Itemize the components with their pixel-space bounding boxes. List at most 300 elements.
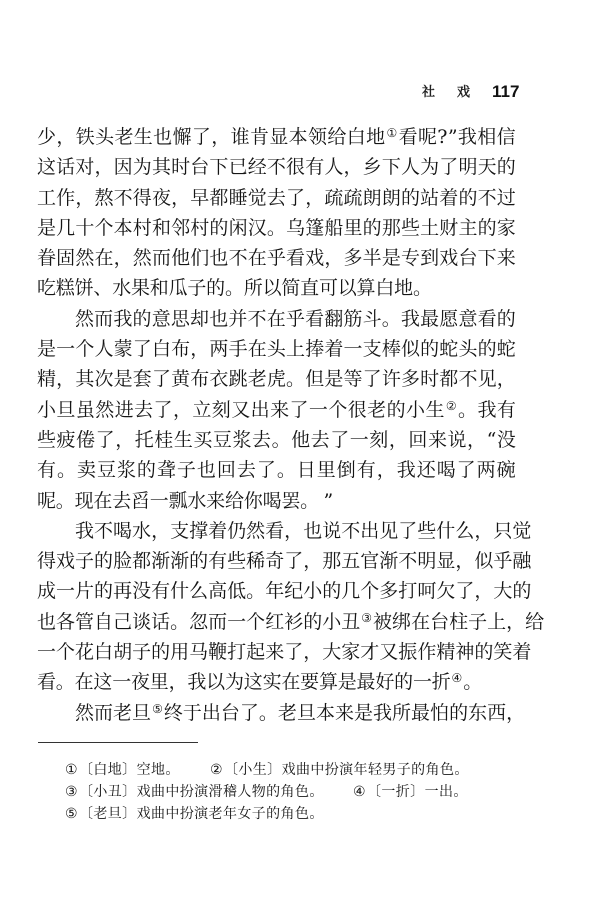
glyph: 回	[216, 459, 236, 482]
glyph: 头	[95, 126, 115, 148]
footnote-divider	[38, 742, 198, 743]
glyph: 时	[171, 156, 191, 179]
text-line	[37, 516, 532, 546]
glyph: 所	[243, 277, 263, 300]
glyph: 觉	[247, 186, 267, 209]
glyph: 进	[114, 398, 134, 421]
footnote-ref: ③	[361, 610, 373, 625]
glyph: 最	[420, 307, 440, 330]
glyph: 果	[130, 277, 150, 300]
glyph: 柱	[449, 610, 469, 633]
glyph: 好	[375, 671, 395, 694]
glyph: 又	[379, 641, 399, 664]
glyph: 那	[381, 216, 401, 239]
glyph: ，	[474, 580, 494, 603]
glyph: 倒	[336, 459, 356, 482]
glyph: 台	[430, 610, 450, 633]
glyph: 。	[458, 398, 478, 421]
glyph: 于	[182, 701, 202, 724]
glyph: 棒	[381, 338, 401, 361]
glyph: 然	[75, 701, 95, 724]
glyph: 。	[300, 489, 320, 512]
glyph: 许	[381, 368, 401, 391]
glyph: 虽	[75, 398, 95, 421]
glyph: 各	[56, 610, 76, 633]
glyph: 有	[356, 459, 376, 482]
text-line	[37, 486, 516, 516]
glyph: 低	[227, 580, 247, 603]
glyph: 水	[187, 489, 207, 512]
glyph: 水	[112, 277, 132, 300]
glyph: 现	[74, 489, 94, 512]
glyph: 些	[400, 216, 420, 239]
glyph: ，	[75, 186, 95, 209]
glyph: 蛇	[439, 338, 459, 361]
glyph: 人	[324, 156, 344, 179]
glyph: 饼	[74, 277, 94, 300]
footnote-term: 〔小丑〕	[78, 784, 137, 800]
glyph: 才	[360, 641, 380, 664]
glyph: 要	[300, 671, 320, 694]
glyph: 己	[113, 610, 133, 633]
glyph: 的	[449, 701, 469, 724]
glyph: 什	[170, 580, 190, 603]
glyph: 虎	[266, 368, 286, 391]
glyph: 都	[132, 550, 152, 573]
glyph: 跳	[228, 368, 248, 391]
glyph: ，	[56, 368, 76, 391]
glyph: 早	[190, 186, 210, 209]
text-line	[37, 122, 516, 152]
glyph: 得	[132, 186, 152, 209]
glyph: 的	[136, 459, 156, 482]
glyph: 邻	[171, 216, 191, 239]
footnote-mark: ①	[65, 762, 78, 778]
glyph: 上	[286, 338, 306, 361]
glyph: 。	[55, 489, 75, 512]
glyph: 的	[132, 307, 152, 330]
glyph: 的	[474, 641, 494, 664]
glyph: 的	[420, 338, 440, 361]
glyph: 一	[56, 338, 76, 361]
glyph: 一	[56, 580, 76, 603]
glyph: 了	[132, 338, 152, 361]
glyph: 给	[525, 610, 545, 633]
glyph: 白	[94, 641, 114, 664]
glyph: 老	[114, 126, 134, 148]
glyph: 手	[228, 338, 248, 361]
glyph: 而	[94, 701, 114, 724]
glyph: 精	[436, 641, 456, 664]
glyph: 西	[487, 701, 507, 724]
glyph: 土	[420, 216, 440, 239]
glyph: 生	[173, 428, 193, 451]
glyph: 了	[239, 701, 259, 724]
glyph: 人	[400, 156, 420, 179]
glyph: 的	[303, 610, 323, 633]
glyph: 也	[303, 519, 323, 542]
text-line	[37, 607, 545, 637]
glyph: 是	[381, 247, 401, 270]
glyph: 脸	[113, 550, 133, 573]
glyph: 在	[411, 610, 431, 633]
glyph: 振	[398, 641, 418, 664]
glyph: 不	[266, 156, 286, 179]
glyph: 小	[406, 398, 426, 421]
glyph: 了	[151, 368, 171, 391]
glyph: 了	[456, 459, 476, 482]
glyph: 。	[412, 277, 432, 300]
glyph: 村	[190, 216, 210, 239]
glyph: 在	[94, 247, 114, 270]
glyph: 瓢	[168, 489, 188, 512]
glyph: 下	[381, 156, 401, 179]
glyph: 了	[284, 641, 304, 664]
footnote-mark: ②	[210, 762, 223, 778]
text-line	[37, 183, 516, 213]
glyph: 在	[247, 338, 267, 361]
glyph: 似	[400, 338, 420, 361]
glyph: 给	[224, 489, 244, 512]
glyph: 打	[227, 641, 247, 664]
glyph: 小	[303, 580, 323, 603]
glyph: 黄	[171, 368, 191, 391]
glyph: 多	[343, 247, 363, 270]
glyph: 终	[163, 701, 183, 724]
text-line	[37, 667, 516, 697]
glyph: 篷	[305, 216, 325, 239]
text-line	[37, 455, 516, 485]
glyph: ，	[303, 641, 323, 664]
glyph: ，	[343, 156, 363, 179]
text-line	[37, 213, 516, 243]
glyph: 都	[439, 368, 459, 391]
glyph: 的	[512, 580, 532, 603]
glyph: 老	[113, 701, 133, 724]
glyph: 出	[250, 398, 270, 421]
glyph: 那	[322, 550, 342, 573]
glyph: 乎	[285, 307, 305, 330]
glyph: 糕	[55, 277, 75, 300]
glyph: 说	[447, 428, 467, 451]
glyph: 没	[132, 580, 152, 603]
glyph: 少	[37, 126, 57, 148]
glyph: 的	[477, 216, 497, 239]
footnote-definition: 戏曲中扮演年轻男子的角色。	[281, 762, 469, 778]
glyph: 也	[196, 459, 216, 482]
glyph: 大	[322, 641, 342, 664]
glyph: 对	[75, 156, 95, 179]
glyph: 以	[337, 277, 357, 300]
glyph: 融	[512, 550, 532, 573]
glyph: 并	[228, 307, 248, 330]
glyph: 然	[75, 247, 95, 270]
glyph: 然	[132, 247, 152, 270]
glyph: 船	[324, 216, 344, 239]
glyph: 头	[458, 338, 478, 361]
glyph: ，	[506, 610, 526, 633]
glyph: 。	[286, 368, 306, 391]
glyph: ，	[467, 428, 487, 451]
glyph: 刻	[369, 428, 389, 451]
glyph: 几	[341, 580, 361, 603]
glyph: 小	[37, 398, 57, 421]
glyph: 忽	[189, 610, 209, 633]
glyph: 日	[296, 459, 316, 482]
glyph: 本	[113, 216, 133, 239]
footnote-ref: ②	[445, 398, 457, 413]
glyph: 戏	[56, 550, 76, 573]
glyph: 疏	[324, 186, 344, 209]
footnotes	[0, 759, 600, 825]
glyph: 说	[322, 519, 342, 542]
glyph: 渐	[379, 550, 399, 573]
glyph: 其	[75, 368, 95, 391]
glyph: 撑	[189, 519, 209, 542]
glyph: 有	[151, 580, 171, 603]
glyph: 了	[286, 186, 306, 209]
glyph: “	[486, 428, 497, 451]
glyph: 豆	[212, 428, 232, 451]
footnote-term: 〔白地〕	[78, 762, 137, 778]
glyph: 多	[379, 580, 399, 603]
glyph: 乌	[286, 216, 306, 239]
glyph: 大	[493, 580, 513, 603]
glyph: 喝	[262, 489, 282, 512]
glyph: 的	[322, 580, 342, 603]
glyph: 来	[206, 489, 226, 512]
glyph: 衫	[284, 610, 304, 633]
glyph: 我	[373, 701, 393, 724]
glyph: 台	[220, 701, 240, 724]
glyph: 也	[209, 307, 229, 330]
glyph: 回	[408, 428, 428, 451]
glyph: 下	[209, 156, 229, 179]
glyph: 我	[457, 126, 477, 148]
glyph: 夜	[130, 671, 150, 694]
glyph: 家	[496, 216, 516, 239]
glyph: 多	[400, 368, 420, 391]
glyph: 卖	[76, 459, 96, 482]
glyph: 去	[310, 428, 330, 451]
text-line	[37, 637, 532, 667]
running-head-title-char: 戏	[457, 85, 471, 100]
glyph: 是	[113, 368, 133, 391]
glyph: 谈	[132, 610, 152, 633]
glyph: 为	[224, 671, 244, 694]
glyph: 来	[270, 398, 290, 421]
glyph: 领	[308, 126, 328, 148]
glyph: 子	[187, 277, 207, 300]
glyph: 怕	[430, 701, 450, 724]
glyph: 在	[247, 247, 267, 270]
glyph: 打	[398, 580, 418, 603]
paragraph	[37, 304, 516, 516]
glyph: 和	[149, 277, 169, 300]
glyph: 等	[343, 368, 363, 391]
glyph: 的	[477, 338, 497, 361]
glyph: 乎	[266, 247, 286, 270]
glyph: 已	[228, 156, 248, 179]
glyph: 还	[416, 459, 436, 482]
glyph: 看	[477, 307, 497, 330]
glyph: ”	[447, 126, 458, 148]
glyph: 显	[269, 126, 289, 148]
glyph: 也	[153, 126, 173, 148]
glyph: 托	[134, 428, 154, 451]
glyph: 马	[189, 641, 209, 664]
glyph: ，	[115, 428, 135, 451]
footnote-mark: ④	[353, 784, 366, 800]
glyph: 在	[93, 489, 113, 512]
glyph: 呵	[417, 580, 437, 603]
glyph: 着	[324, 338, 344, 361]
glyph: 明	[417, 550, 437, 573]
glyph: 专	[400, 247, 420, 270]
glyph: 纪	[284, 580, 304, 603]
glyph: 这	[243, 671, 263, 694]
glyph: 舀	[130, 489, 150, 512]
glyph: 了	[191, 126, 211, 148]
glyph: ，	[56, 126, 76, 148]
glyph: 立	[192, 398, 212, 421]
glyph: 来	[496, 247, 516, 270]
glyph: 看	[37, 671, 57, 694]
glyph: 上	[487, 610, 507, 633]
glyph: 台	[458, 247, 478, 270]
glyph: 其	[151, 156, 171, 179]
glyph: 官	[360, 550, 380, 573]
footnote-item	[210, 759, 469, 781]
glyph: 蒙	[113, 338, 133, 361]
glyph: 两	[476, 459, 496, 482]
glyph: 直	[300, 277, 320, 300]
glyph: 也	[37, 610, 57, 633]
glyph: 以	[262, 277, 282, 300]
glyph: 戏	[305, 247, 325, 270]
glyph: 丑	[341, 610, 361, 633]
glyph: 一	[412, 671, 432, 694]
footnote-item	[65, 803, 324, 825]
glyph: 老	[367, 398, 387, 421]
glyph: 。	[56, 459, 76, 482]
glyph: 个	[246, 610, 266, 633]
glyph: 蛇	[496, 338, 516, 361]
glyph: 看	[305, 307, 325, 330]
glyph: 不	[228, 247, 248, 270]
text-line	[37, 698, 526, 728]
glyph: ”	[323, 489, 334, 512]
glyph: 信	[496, 126, 516, 148]
glyph: 台	[190, 156, 210, 179]
glyph: 一	[112, 671, 132, 694]
glyph: 然	[75, 307, 95, 330]
glyph: 闲	[228, 216, 248, 239]
glyph: 眷	[37, 247, 57, 270]
glyph: 的	[189, 550, 209, 573]
glyph: 么	[189, 580, 209, 603]
glyph: 他	[171, 247, 191, 270]
glyph: 子	[75, 550, 95, 573]
glyph: 家	[341, 641, 361, 664]
glyph: 本	[315, 701, 335, 724]
glyph: 的	[209, 216, 229, 239]
glyph: 子	[176, 459, 196, 482]
glyph: 些	[37, 428, 57, 451]
glyph: 了	[284, 550, 304, 573]
glyph: 胡	[113, 641, 133, 664]
glyph: ，	[303, 550, 323, 573]
glyph: 喝	[113, 519, 133, 542]
glyph: 片	[75, 580, 95, 603]
glyph: 斗	[362, 307, 382, 330]
glyph: 个	[94, 216, 114, 239]
glyph: 我	[187, 671, 207, 694]
glyph: 很	[347, 398, 367, 421]
glyph: 桂	[154, 428, 174, 451]
glyph: 看	[286, 247, 306, 270]
glyph: ，	[376, 459, 396, 482]
glyph: 倦	[76, 428, 96, 451]
glyph: 一	[227, 610, 247, 633]
glyph: 话	[151, 610, 171, 633]
glyph: 是	[37, 338, 57, 361]
glyph: 用	[170, 641, 190, 664]
text-line	[37, 334, 516, 364]
glyph: 我	[75, 519, 95, 542]
glyph: 一	[349, 428, 369, 451]
glyph: 高	[208, 580, 228, 603]
glyph: 然	[95, 398, 115, 421]
glyph: 的	[496, 156, 516, 179]
glyph: 来	[334, 701, 354, 724]
glyph: ，	[168, 671, 188, 694]
glyph: 意	[458, 307, 478, 330]
glyph: 里	[343, 216, 363, 239]
glyph: 渐	[170, 550, 190, 573]
glyph: 最	[411, 701, 431, 724]
glyph: ，	[94, 156, 114, 179]
glyph: 为	[132, 156, 152, 179]
text-line	[37, 576, 532, 606]
glyph: 觉	[512, 519, 532, 542]
body-text	[37, 122, 545, 728]
glyph: 时	[420, 368, 440, 391]
glyph: 笑	[493, 641, 513, 664]
glyph: 看	[265, 519, 285, 542]
glyph: 意	[151, 307, 171, 330]
glyph: 翻	[324, 307, 344, 330]
glyph: 作	[56, 186, 76, 209]
glyph: 去	[266, 186, 286, 209]
glyph: 又	[231, 398, 251, 421]
glyph: 懈	[172, 126, 192, 148]
glyph: 里	[316, 459, 336, 482]
footnote-item	[65, 759, 180, 781]
glyph: 旦	[296, 701, 316, 724]
glyph: 管	[75, 610, 95, 633]
glyph: ，	[305, 186, 325, 209]
glyph: 去	[134, 398, 154, 421]
glyph: ，	[474, 519, 494, 542]
glyph: 支	[362, 338, 382, 361]
glyph: 人	[94, 338, 114, 361]
glyph: 罢	[281, 489, 301, 512]
footnote-definition: 戏曲中扮演滑稽人物的角色。	[136, 784, 324, 800]
glyph: 是	[353, 701, 373, 724]
glyph: 工	[37, 186, 57, 209]
paragraph	[37, 516, 545, 698]
